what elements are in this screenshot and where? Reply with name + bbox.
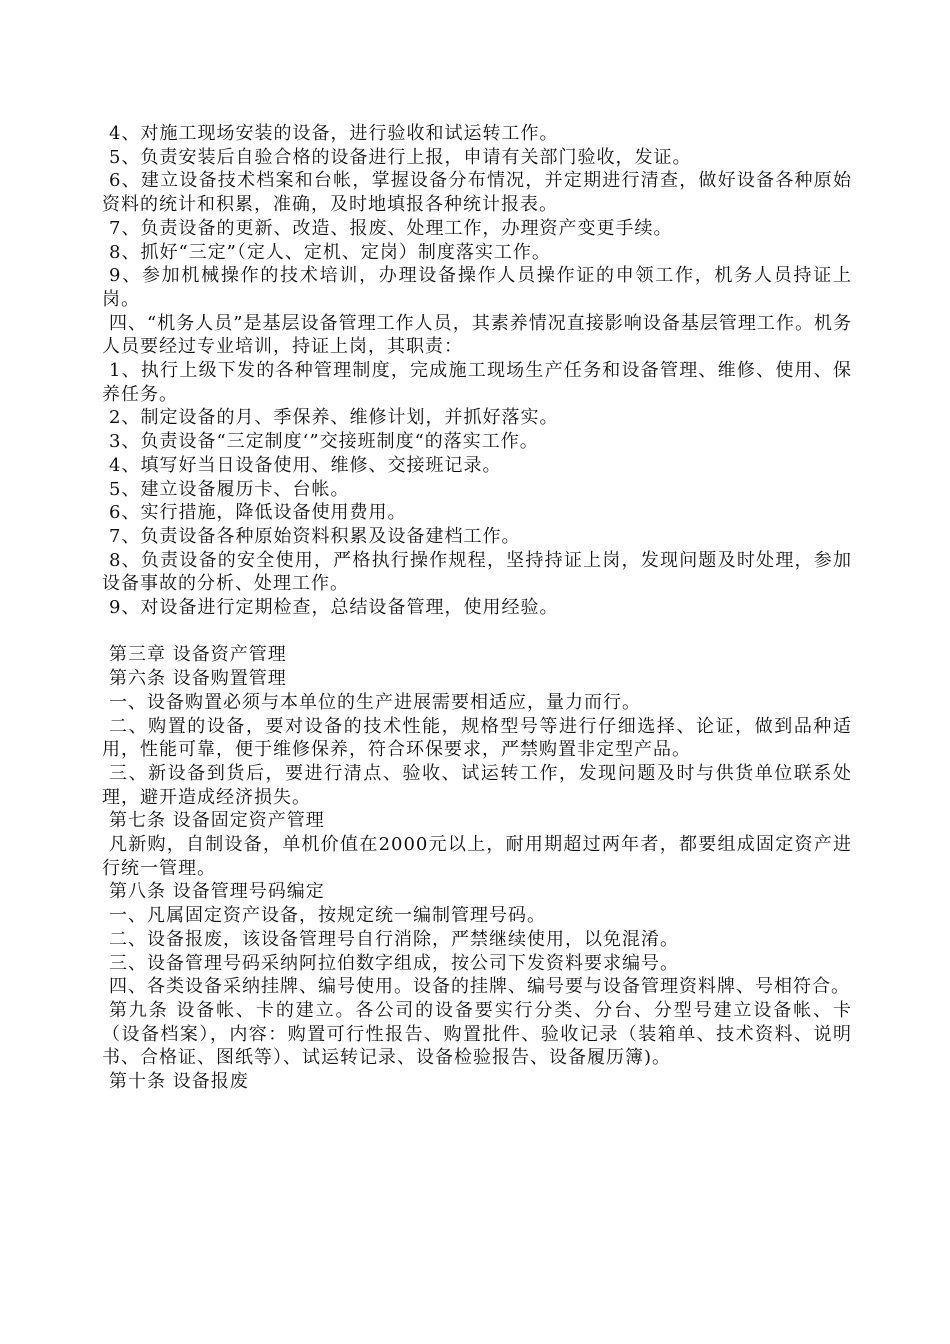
paragraph: 四、“机务人员”是基层设备管理工作人员，其素养情况直接影响设备基层管理工作。机务人员要经过专业培训，持证上岗，其职责： [102, 312, 852, 358]
paragraph: 6、建立设备技术档案和台帐，掌握设备分布情况，并定期进行清查，做好设备各种原始资料的统计和积累，准确，及时地填报各种统计报表。 [102, 170, 852, 216]
paragraph: 3、负责设备“三定制度‘”交接班制度“的落实工作。 [109, 431, 539, 453]
paragraph: 四、各类设备采纳挂牌、编号使用。设备的挂牌、编号要与设备管理资料牌、号相符合。 [109, 976, 850, 998]
paragraph: 第九条 设备帐、卡的建立。各公司的设备要实行分类、分台、分型号建立设备帐、卡（设备档案），内容：购置可行性报告、购置批件、验收记录（装箱单、技术资料、说明书、合格证、图纸等）、试运转记录、设备检验报告、设备履历簿)。 [102, 1000, 852, 1069]
paragraph: 一、设备购置必须与本单位的生产进展需要相适应，量力而行。 [109, 691, 641, 713]
article-heading: 第八条 设备管理号码编定 [109, 881, 325, 903]
paragraph: 4、对施工现场安装的设备，进行验收和试运转工作。 [109, 123, 559, 144]
paragraph: 5、负责安装后自验合格的设备进行上报，申请有关部门验收，发证。 [109, 146, 692, 168]
paragraph: 二、购置的设备，要对设备的技术性能，规格型号等进行仔细选择、论证，做到品种适用，性能可靠，便于维修保养，符合环保要求，严禁购置非定型产品。 [102, 715, 852, 761]
paragraph: 8、负责设备的安全使用，严格执行操作规程，坚持持证上岗，发现问题及时处理，参加设备事故的分析、处理工作。 [102, 549, 852, 595]
document-body [102, 122, 852, 1094]
blank-line [102, 620, 852, 644]
paragraph: 二、设备报废，该设备管理号自行消除，严禁继续使用，以免混淆。 [109, 928, 679, 950]
article-heading: 第六条 设备购置管理 [109, 668, 287, 690]
paragraph: 4、填写好当日设备使用、维修、交接班记录。 [109, 454, 502, 476]
paragraph: 7、负责设备各种原始资料积累及设备建档工作。 [109, 525, 521, 547]
article-heading: 第十条 设备报废 [109, 1071, 249, 1093]
paragraph: 2、制定设备的月、季保养、维修计划，并抓好落实。 [109, 407, 559, 429]
paragraph: 三、新设备到货后，要进行清点、验收、试运转工作，发现问题及时与供货单位联系处理，避开造成经济损失。 [102, 762, 852, 808]
paragraph: 5、建立设备履历卡、台帐。 [109, 478, 350, 500]
paragraph: 6、实行措施，降低设备使用费用。 [109, 502, 407, 524]
paragraph: 凡新购，自制设备，单机价值在2000元以上，耐用期超过两年者，都要组成固定资产进行统一管理。 [102, 834, 852, 879]
article-heading: 第七条 设备固定资产管理 [109, 810, 325, 832]
paragraph: 9、对设备进行定期检查，总结设备管理，使用经验。 [109, 597, 559, 619]
paragraph: 8、抓好“三定”（定人、定机、定岗）制度落实工作。 [109, 241, 551, 263]
paragraph: 9、参加机械操作的技术培训，办理设备操作人员操作证的申领工作，机务人员持证上岗。 [102, 265, 852, 310]
paragraph: 1、执行上级下发的各种管理制度，完成施工现场生产任务和设备管理、维修、使用、保养任务。 [102, 360, 852, 405]
paragraph: 7、负责设备的更新、改造、报废、处理工作，办理资产变更手续。 [109, 217, 673, 239]
paragraph: 三、设备管理号码采纳阿拉伯数字组成，按公司下发资料要求编号。 [109, 952, 679, 974]
chapter-heading: 第三章 设备资产管理 [109, 644, 287, 666]
paragraph: 一、凡属固定资产设备，按规定统一编制管理号码。 [109, 905, 546, 927]
